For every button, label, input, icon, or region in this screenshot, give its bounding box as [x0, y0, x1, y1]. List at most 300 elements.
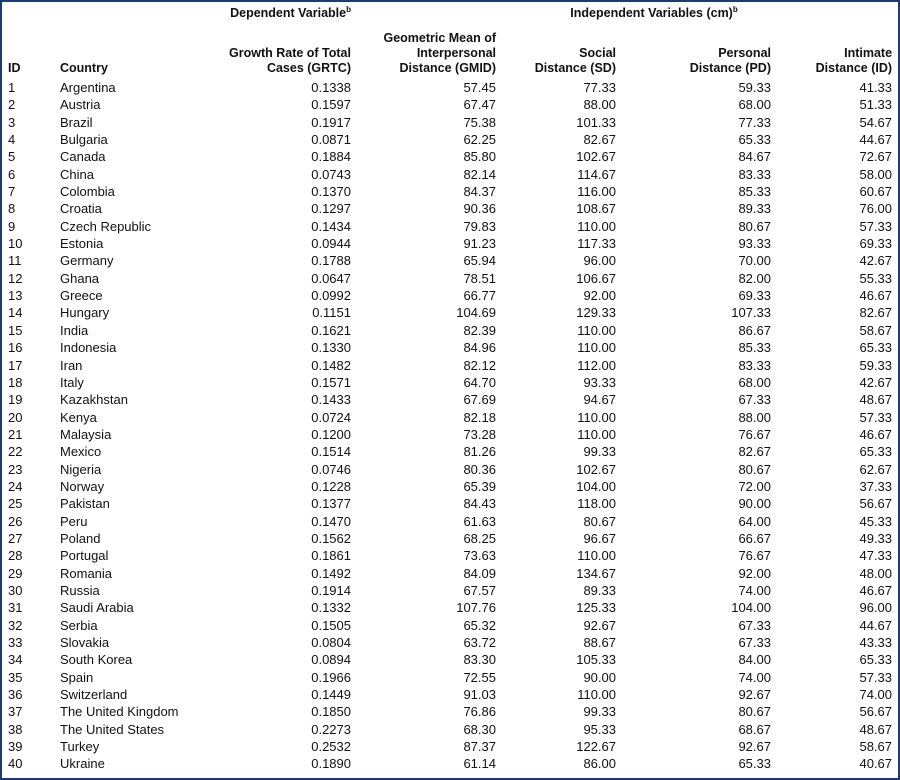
grtc-cell: 0.1151: [312, 305, 351, 321]
intimate-distance-cell: 57.33: [859, 218, 893, 234]
intimate-distance-cell: 65.33: [859, 444, 893, 460]
grtc-cell: 0.1492: [311, 565, 351, 581]
personal-distance-cell: 68.00: [738, 97, 771, 113]
row-id-cell: 25: [8, 496, 23, 512]
grtc-cell: 0.1370: [311, 184, 351, 200]
social-distance-cell: 101.33: [576, 114, 616, 130]
personal-distance-cell: 85.33: [738, 340, 771, 356]
country-cell: Ghana: [60, 270, 100, 286]
personal-distance-cell: 80.67: [738, 461, 771, 477]
intimate-distance-cell: 57.33: [859, 669, 893, 685]
grtc-cell: 0.1433: [311, 392, 351, 408]
country-cell: The United Kingdom: [60, 704, 179, 720]
row-id-cell: 19: [8, 392, 23, 408]
gmid-cell: 68.25: [463, 530, 496, 546]
personal-distance-cell: 83.33: [738, 166, 771, 182]
row-id-cell: 4: [8, 132, 16, 148]
social-distance-cell: 116.00: [577, 184, 616, 200]
grtc-cell: 0.1890: [311, 756, 351, 772]
intimate-distance-cell: 74.00: [859, 687, 893, 703]
row-id-cell: 31: [8, 600, 23, 616]
gmid-cell: 82.14: [463, 166, 496, 182]
table-row: [8, 96, 892, 113]
gmid-cell: 73.63: [463, 548, 496, 564]
table-row: [8, 686, 892, 703]
row-id-cell: 23: [8, 461, 23, 477]
social-distance-cell: 106.67: [576, 270, 616, 286]
grtc-cell: 0.1788: [311, 253, 351, 269]
gmid-cell: 61.63: [463, 513, 496, 529]
social-distance-cell: 82.67: [583, 132, 616, 148]
row-id-cell: 7: [8, 184, 16, 200]
row-id-cell: 10: [8, 236, 23, 252]
personal-distance-cell: 67.33: [738, 392, 771, 408]
id-column-header: ID: [8, 61, 21, 75]
table-row: [8, 304, 892, 321]
grtc-cell: 0.2532: [311, 739, 351, 755]
country-cell: South Korea: [60, 652, 133, 668]
country-cell: Iran: [60, 357, 83, 373]
table-row: [8, 148, 892, 165]
grtc-cell: 0.1966: [311, 669, 351, 685]
table-row: [8, 79, 892, 96]
gmid-cell: 67.47: [463, 97, 496, 113]
table-row: [8, 270, 892, 287]
social-distance-cell: 92.67: [583, 617, 616, 633]
country-cell: Canada: [60, 149, 106, 165]
intimate-distance-cell: 56.67: [859, 704, 893, 720]
table-row: [8, 703, 892, 720]
personal-distance-cell: 65.33: [738, 132, 771, 148]
row-id-cell: 40: [8, 756, 23, 772]
social-distance-cell: 104.00: [576, 478, 616, 494]
gmid-cell: 76.86: [463, 704, 496, 720]
grtc-cell: 0.0944: [311, 236, 351, 252]
gmid-cell: 64.70: [463, 374, 496, 390]
independent-variables-group-header: Independent Variables (cm)$^b$: [570, 4, 738, 20]
grtc-cell: 0.0746: [311, 461, 351, 477]
social-distance-cell: 94.67: [583, 392, 616, 408]
social-distance-cell: 110.00: [577, 322, 616, 338]
country-cell: Switzerland: [60, 687, 128, 703]
personal-distance-cell: 92.67: [738, 687, 771, 703]
country-cell: China: [60, 166, 94, 182]
table-row: [8, 651, 892, 668]
row-id-cell: 38: [8, 721, 23, 737]
column-header-row: [8, 30, 892, 79]
table-row: [8, 287, 892, 304]
gmid-cell: 83.30: [463, 652, 496, 668]
country-cell: Russia: [60, 582, 100, 598]
table-row: [8, 357, 892, 374]
personal-distance-cell: 89.33: [738, 201, 771, 217]
social-distance-cell: 134.67: [576, 565, 616, 581]
table-row: [8, 547, 892, 564]
gmid-cell: 84.96: [463, 340, 496, 356]
country-cell: Nigeria: [60, 461, 102, 477]
intimate-distance-cell: 46.67: [859, 288, 893, 304]
personal-distance-cell: 66.67: [738, 530, 771, 546]
table-row: [8, 235, 892, 252]
country-cell: Serbia: [60, 617, 98, 633]
table-row: [8, 495, 892, 512]
grtc-cell: 0.1505: [311, 617, 351, 633]
table-row: [8, 443, 892, 460]
grtc-cell: 0.0894: [311, 652, 351, 668]
social-distance-cell: 102.67: [576, 149, 616, 165]
personal-distance-cell: 70.00: [738, 253, 771, 269]
gmid-cell: 81.26: [463, 444, 496, 460]
country-cell: Turkey: [60, 739, 100, 755]
personal-distance-cell: 80.67: [738, 218, 771, 234]
table-row: [8, 513, 892, 530]
row-id-cell: 18: [8, 374, 23, 390]
personal-distance-cell: 68.67: [738, 721, 771, 737]
grtc-cell: 0.1228: [311, 478, 351, 494]
table-row: [8, 218, 892, 235]
table-row: [8, 374, 892, 391]
intimate-distance-cell: 47.33: [859, 548, 893, 564]
gmid-cell: 84.43: [463, 496, 496, 512]
gmid-cell: 91.03: [463, 687, 496, 703]
table-row: [8, 252, 892, 269]
personal-distance-cell: 80.67: [738, 704, 771, 720]
country-cell: Austria: [60, 97, 101, 113]
gmid-cell: 82.39: [463, 322, 496, 338]
gmid-cell: 65.32: [463, 617, 496, 633]
intimate-distance-cell: 51.33: [859, 97, 893, 113]
personal-distance-cell: 93.33: [738, 236, 771, 252]
personal-distance-cell: 72.00: [738, 478, 771, 494]
grtc-cell: 0.1850: [311, 704, 351, 720]
social-distance-cell: 125.33: [576, 600, 616, 616]
intimate-distance-cell: 65.33: [859, 340, 893, 356]
grtc-cell: 0.1338: [311, 80, 351, 95]
gmid-cell: 104.69: [456, 305, 496, 321]
intimate-distance-cell: 46.67: [859, 426, 893, 442]
gmid-cell: 78.51: [463, 270, 496, 286]
table-row: [8, 634, 892, 651]
personal-distance-cell: 92.00: [738, 565, 771, 581]
country-cell: Germany: [60, 253, 114, 269]
row-id-cell: 16: [8, 340, 23, 356]
row-id-cell: 5: [8, 149, 16, 165]
intimate-distance-cell: 44.67: [859, 617, 893, 633]
row-id-cell: 24: [8, 478, 23, 494]
table-row: [8, 391, 892, 408]
gmid-cell: 72.55: [463, 669, 496, 685]
row-id-cell: 29: [8, 565, 23, 581]
row-id-cell: 37: [8, 704, 23, 720]
social-distance-cell: 105.33: [576, 652, 616, 668]
intimate-distance-cell: 45.33: [859, 513, 893, 529]
personal-distance-cell: 82.00: [738, 270, 771, 286]
social-distance-cell: 77.33: [583, 80, 616, 95]
country-cell: Pakistan: [60, 496, 110, 512]
gmid-cell: 90.36: [463, 201, 496, 217]
social-distance-cell: 99.33: [583, 444, 616, 460]
intimate-distance-cell: 54.67: [859, 114, 893, 130]
social-distance-cell: 89.33: [583, 582, 616, 598]
country-cell: Peru: [60, 513, 88, 529]
grtc-cell: 0.1470: [311, 513, 351, 529]
row-id-cell: 30: [8, 582, 23, 598]
row-id-cell: 14: [8, 305, 23, 321]
intimate-distance-cell: 48.00: [859, 565, 893, 581]
intimate-distance-cell: 58.67: [859, 322, 893, 338]
table-row: [8, 131, 892, 148]
country-cell: Bulgaria: [60, 132, 108, 148]
gmid-cell: 84.37: [463, 184, 496, 200]
grtc-cell: 0.1861: [311, 548, 351, 564]
grtc-cell: 0.0992: [311, 288, 351, 304]
table-row: [8, 738, 892, 755]
intimate-distance-column-header: Intimate Distance (ID): [815, 46, 893, 75]
social-distance-cell: 110.00: [577, 687, 616, 703]
grtc-cell: 0.1597: [311, 97, 351, 113]
row-id-cell: 34: [8, 652, 23, 668]
country-cell: Argentina: [60, 80, 116, 95]
table-row: [8, 478, 892, 495]
gmid-cell: 63.72: [463, 635, 496, 650]
table-row: [8, 599, 892, 616]
social-distance-cell: 118.00: [577, 496, 616, 512]
gmid-cell: 57.45: [463, 80, 496, 95]
grtc-cell: 0.0804: [311, 635, 351, 650]
intimate-distance-cell: 55.33: [859, 270, 893, 286]
intimate-distance-cell: 57.33: [859, 409, 893, 425]
row-id-cell: 32: [8, 617, 23, 633]
grtc-cell: 0.1914: [311, 582, 351, 598]
country-cell: Greece: [60, 288, 103, 304]
table-row: [8, 582, 892, 599]
intimate-distance-cell: 49.33: [859, 530, 893, 546]
social-distance-cell: 110.00: [577, 409, 616, 425]
social-distance-cell: 86.00: [583, 756, 616, 772]
grtc-cell: 0.1332: [311, 600, 351, 616]
table-row: [8, 409, 892, 426]
row-id-cell: 36: [8, 687, 23, 703]
grtc-cell: 0.1514: [311, 444, 351, 460]
gmid-cell: 65.39: [463, 478, 496, 494]
row-id-cell: 22: [8, 444, 23, 460]
table-row: [8, 200, 892, 217]
row-id-cell: 12: [8, 270, 23, 286]
social-distance-cell: 114.67: [577, 166, 616, 182]
row-id-cell: 39: [8, 739, 23, 755]
gmid-cell: 65.94: [463, 253, 496, 269]
personal-distance-cell: 74.00: [738, 669, 771, 685]
country-cell: Estonia: [60, 236, 104, 252]
intimate-distance-cell: 69.33: [859, 236, 893, 252]
grtc-cell: 0.2273: [311, 721, 351, 737]
intimate-distance-cell: 48.67: [859, 392, 893, 408]
grtc-cell: 0.1434: [311, 218, 351, 234]
country-cell: Kenya: [60, 409, 97, 425]
table-row: [8, 617, 892, 634]
table-body: [8, 79, 892, 773]
intimate-distance-cell: 62.67: [859, 461, 893, 477]
gmid-cell: 84.09: [463, 565, 496, 581]
table-row: [8, 114, 892, 131]
social-distance-cell: 117.33: [577, 236, 616, 252]
personal-distance-cell: 59.33: [738, 80, 771, 95]
country-cell: Slovakia: [60, 635, 110, 650]
table-row: [8, 669, 892, 686]
social-distance-cell: 102.67: [576, 461, 616, 477]
country-cell: Malaysia: [60, 426, 112, 442]
gmid-cell: 85.80: [463, 149, 496, 165]
row-id-cell: 35: [8, 669, 23, 685]
country-cell: Croatia: [60, 201, 102, 217]
personal-distance-cell: 86.67: [738, 322, 771, 338]
table-row: [8, 183, 892, 200]
personal-distance-cell: 82.67: [738, 444, 771, 460]
country-cell: Czech Republic: [60, 218, 152, 234]
gmid-cell: 91.23: [463, 236, 496, 252]
intimate-distance-cell: 58.67: [859, 739, 893, 755]
gmid-cell: 82.12: [463, 357, 496, 373]
intimate-distance-cell: 82.67: [859, 305, 893, 321]
row-id-cell: 8: [8, 201, 16, 217]
country-column-header: Country: [60, 61, 108, 75]
gmid-cell: 61.14: [463, 756, 496, 772]
country-cell: Colombia: [60, 184, 115, 200]
grtc-cell: 0.1562: [311, 530, 351, 546]
intimate-distance-cell: 48.67: [859, 721, 893, 737]
social-distance-cell: 110.00: [577, 548, 616, 564]
personal-distance-cell: 84.67: [738, 149, 771, 165]
intimate-distance-cell: 40.67: [859, 756, 893, 772]
grtc-cell: 0.0743: [311, 166, 351, 182]
row-id-cell: 21: [8, 426, 23, 442]
intimate-distance-cell: 42.67: [859, 253, 893, 269]
row-id-cell: 3: [8, 114, 16, 130]
row-id-cell: 17: [8, 357, 23, 373]
row-id-cell: 20: [8, 409, 23, 425]
social-distance-cell: 108.67: [576, 201, 616, 217]
country-cell: Norway: [60, 478, 105, 494]
country-cell: Indonesia: [60, 340, 117, 356]
group-header-row: [8, 6, 892, 30]
personal-distance-cell: 64.00: [738, 513, 771, 529]
social-distance-cell: 110.00: [577, 340, 616, 356]
row-id-cell: 27: [8, 530, 23, 546]
row-id-cell: 33: [8, 635, 23, 650]
social-distance-cell: 80.67: [583, 513, 616, 529]
social-distance-cell: 99.33: [583, 704, 616, 720]
grtc-cell: 0.1884: [311, 149, 351, 165]
row-id-cell: 2: [8, 97, 16, 113]
grtc-cell: 0.1571: [311, 374, 351, 390]
intimate-distance-cell: 37.33: [859, 478, 893, 494]
intimate-distance-cell: 42.67: [859, 374, 893, 390]
country-distance-table: [8, 6, 892, 773]
country-cell: Italy: [60, 374, 84, 390]
gmid-cell: 87.37: [463, 739, 496, 755]
gmid-cell: 75.38: [463, 114, 496, 130]
social-distance-cell: 90.00: [583, 669, 616, 685]
social-distance-cell: 110.00: [577, 426, 616, 442]
intimate-distance-cell: 44.67: [859, 132, 893, 148]
country-cell: Poland: [60, 530, 101, 546]
gmid-cell: 66.77: [463, 288, 496, 304]
intimate-distance-cell: 65.33: [859, 652, 893, 668]
social-distance-cell: 88.67: [583, 635, 616, 650]
social-distance-cell: 93.33: [583, 374, 616, 390]
table-row: [8, 426, 892, 443]
personal-distance-cell: 92.67: [738, 739, 771, 755]
personal-distance-cell: 88.00: [738, 409, 771, 425]
country-cell: Kazakhstan: [60, 392, 128, 408]
social-distance-cell: 95.33: [583, 721, 616, 737]
row-id-cell: 15: [8, 322, 23, 338]
table-row: [8, 339, 892, 356]
country-cell: Brazil: [60, 114, 93, 130]
intimate-distance-cell: 41.33: [859, 80, 893, 95]
personal-distance-cell: 76.67: [738, 426, 771, 442]
intimate-distance-cell: 58.00: [859, 166, 893, 182]
social-distance-cell: 96.67: [583, 530, 616, 546]
intimate-distance-cell: 59.33: [859, 357, 893, 373]
gmid-cell: 79.83: [463, 218, 496, 234]
table-row: [8, 461, 892, 478]
gmid-cell: 73.28: [463, 426, 496, 442]
gmid-cell: 82.18: [463, 409, 496, 425]
personal-distance-cell: 85.33: [738, 184, 771, 200]
social-distance-cell: 110.00: [577, 218, 616, 234]
grtc-cell: 0.0871: [311, 132, 351, 148]
social-distance-cell: 122.67: [576, 739, 616, 755]
gmid-cell: 67.69: [463, 392, 496, 408]
gmid-cell: 107.76: [456, 600, 496, 616]
table-row: [8, 530, 892, 547]
row-id-cell: 13: [8, 288, 23, 304]
social-distance-cell: 112.00: [577, 357, 616, 373]
personal-distance-cell: 67.33: [738, 617, 771, 633]
personal-distance-cell: 104.00: [731, 600, 771, 616]
grtc-cell: 0.1200: [311, 426, 351, 442]
grtc-cell: 0.0724: [311, 409, 351, 425]
intimate-distance-cell: 46.67: [859, 582, 893, 598]
personal-distance-cell: 65.33: [738, 756, 771, 772]
country-cell: Ukraine: [60, 756, 105, 772]
grtc-cell: 0.1377: [311, 496, 351, 512]
row-id-cell: 1: [8, 80, 16, 95]
country-cell: Saudi Arabia: [60, 600, 134, 616]
grtc-cell: 0.0647: [311, 270, 351, 286]
table-row: [8, 721, 892, 738]
personal-distance-cell: 76.67: [738, 548, 771, 564]
country-cell: India: [60, 322, 89, 338]
personal-distance-cell: 69.33: [738, 288, 771, 304]
intimate-distance-cell: 43.33: [859, 635, 893, 650]
intimate-distance-cell: 76.00: [859, 201, 893, 217]
personal-distance-cell: 77.33: [738, 114, 771, 130]
row-id-cell: 28: [8, 548, 23, 564]
intimate-distance-cell: 72.67: [859, 149, 893, 165]
row-id-cell: 6: [8, 166, 16, 182]
grtc-cell: 0.1621: [311, 322, 351, 338]
personal-distance-cell: 84.00: [738, 652, 771, 668]
grtc-column-header: Growth Rate of Total Cases (GRTC): [229, 46, 351, 75]
row-id-cell: 11: [8, 253, 22, 269]
social-distance-cell: 129.33: [576, 305, 616, 321]
personal-distance-cell: 67.33: [738, 635, 771, 650]
grtc-cell: 0.1449: [311, 687, 351, 703]
sd-column-header: Social Distance (SD): [534, 46, 616, 75]
intimate-distance-cell: 60.67: [859, 184, 893, 200]
